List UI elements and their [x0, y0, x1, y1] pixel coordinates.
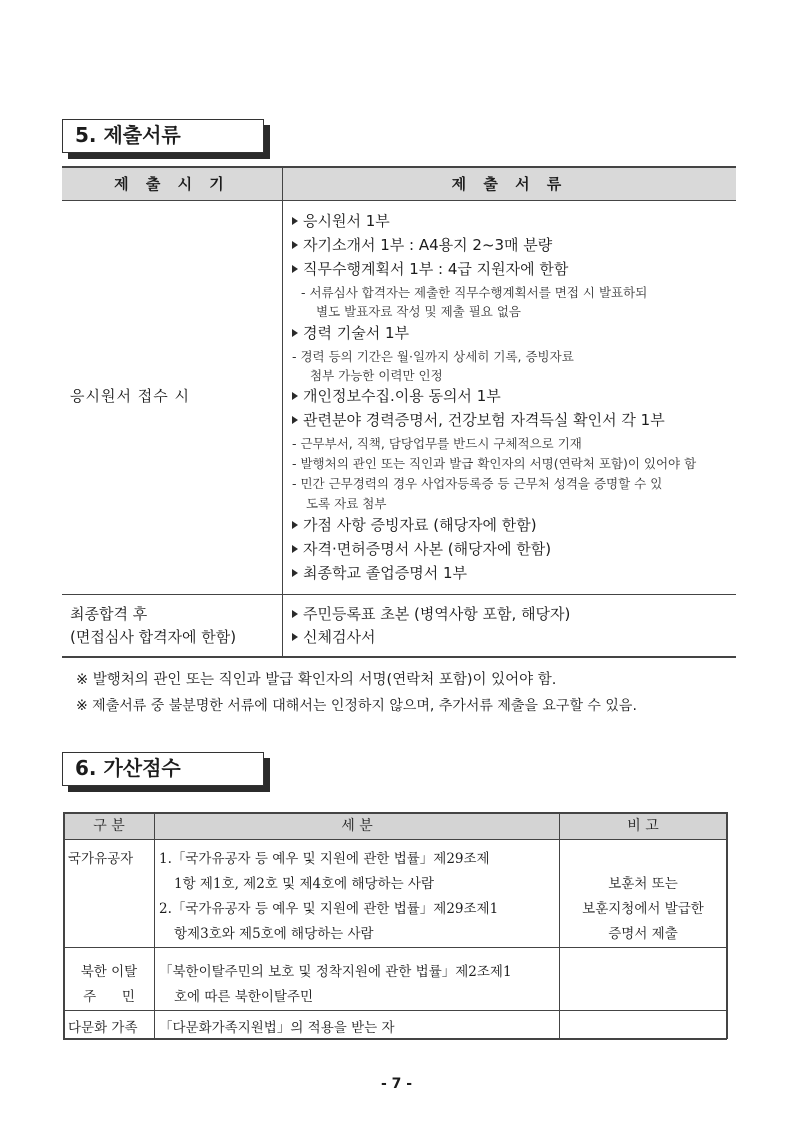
document-item: 응시원서 1부	[292, 210, 390, 231]
category-defectors: 북한 이탈	[80, 964, 138, 980]
document-item: 자격·면허증명서 사본 (해당자에 한함)	[292, 538, 551, 559]
document-note: - 근무부서, 직책, 담당업무를 반드시 구체적으로 기재	[292, 436, 582, 451]
detail-line: 항제3호와 제5호에 해당하는 사람	[174, 926, 374, 942]
document-note: - 발행처의 관인 또는 직인과 발급 확인자의 서명(연락처 포함)이 있어야 함	[292, 456, 697, 471]
category-multicultural: 다문화 가족	[68, 1020, 138, 1036]
document-item: 신체검사서	[292, 626, 375, 647]
remark-line: 보훈처 또는	[608, 876, 678, 892]
remark-line: 보훈지청에서 발급한	[582, 901, 704, 917]
detail-line: 호에 따른 북한이탈주민	[174, 989, 313, 1005]
document-item: 관련분야 경력증명서, 건강보험 자격득실 확인서 각 1부	[292, 409, 665, 430]
col-header-detail: 세 분	[155, 813, 559, 839]
timing-final-pass: 최종합격 후	[70, 605, 148, 623]
document-item: 주민등록표 초본 (병역사항 포함, 해당자)	[292, 603, 570, 624]
document-note: 별도 발표자료 작성 및 제출 필요 없음	[316, 304, 521, 319]
note-seal: ※ 발행처의 관인 또는 직인과 발급 확인자의 서명(연락처 포함)이 있어야 함.	[76, 672, 557, 688]
document-item: 자기소개서 1부 : A4용지 2~3매 분량	[292, 234, 552, 255]
detail-line: 「북한이탈주민의 보호 및 정착지원에 관한 법률」제2조제1	[159, 964, 512, 980]
document-note: - 민간 근무경력의 경우 사업자등록증 등 근무처 성격을 증명할 수 있	[292, 476, 663, 491]
timing-final-pass-note: (면접심사 합격자에 한함)	[70, 628, 237, 646]
detail-line: 1항 제1호, 제2호 및 제4호에 해당하는 사람	[174, 876, 435, 892]
note-unclear-docs: ※ 제출서류 중 불분명한 서류에 대해서는 인정하지 않으며, 추가서류 제출을 요구할 수 있음.	[76, 698, 637, 714]
document-note: 첨부 가능한 이력만 인정	[310, 368, 443, 383]
document-note: - 서류심사 합격자는 제출한 직무수행계획서를 면접 시 발표하되	[301, 285, 648, 300]
detail-line: 1.「국가유공자 등 예우 및 지원에 관한 법률」제29조제	[159, 851, 490, 867]
section5-title: 5. 제출서류	[62, 119, 264, 153]
document-item: 최종학교 졸업증명서 1부	[292, 562, 467, 583]
document-item: 가점 사항 증빙자료 (해당자에 한함)	[292, 514, 537, 535]
col-header-documents: 제 출 서 류	[283, 168, 736, 200]
col-header-timing: 제 출 시 기	[62, 168, 282, 200]
category-defectors-cont: 주 민	[83, 989, 135, 1005]
document-item: 개인정보수집.이용 동의서 1부	[292, 385, 501, 406]
col-header-category: 구 분	[64, 813, 154, 839]
section6-title: 6. 가산점수	[62, 752, 264, 786]
detail-line: 「다문화가족지원법」의 적용을 받는 자	[159, 1020, 395, 1036]
document-item: 경력 기술서 1부	[292, 322, 409, 343]
document-note: - 경력 등의 기간은 월·일까지 상세히 기록, 증빙자료	[292, 349, 574, 364]
document-item: 직무수행계획서 1부 : 4급 지원자에 한함	[292, 258, 568, 279]
detail-line: 2.「국가유공자 등 예우 및 지원에 관한 법률」제29조제1	[159, 901, 499, 917]
page-number: - 7 -	[380, 1076, 413, 1092]
timing-application: 응시원서 접수 시	[70, 387, 190, 405]
category-veterans: 국가유공자	[68, 851, 134, 867]
remark-line: 증명서 제출	[608, 926, 678, 942]
document-note: 도록 자료 첨부	[306, 496, 387, 511]
col-header-remark: 비 고	[560, 813, 726, 839]
